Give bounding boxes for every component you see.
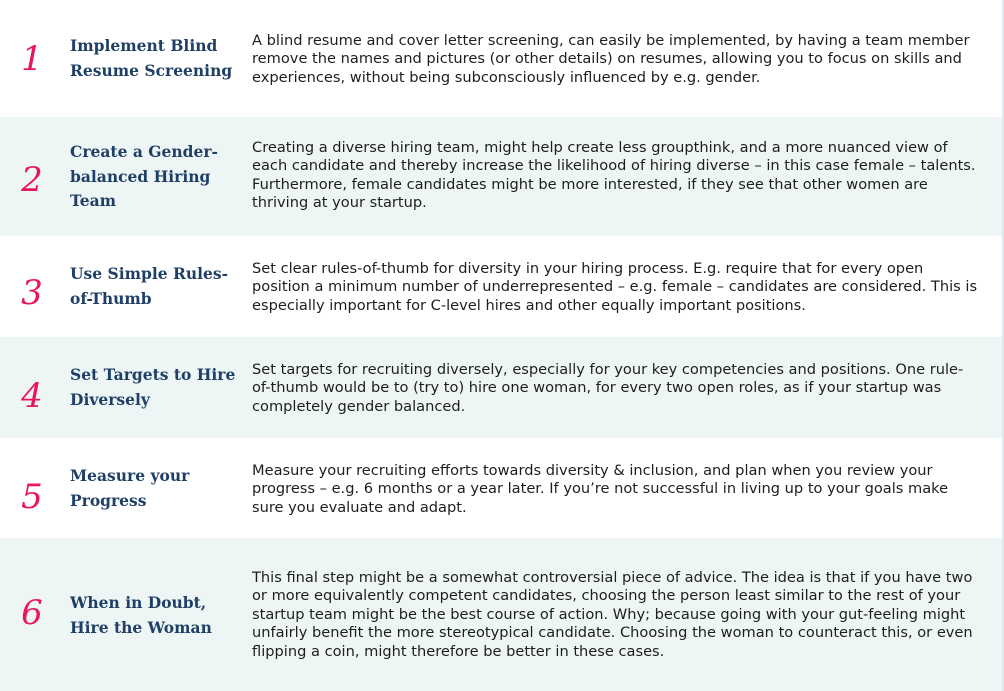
step-title: Use Simple Rules-of-Thumb <box>70 264 229 308</box>
step-row-6 <box>0 538 1002 691</box>
step-title: When in Doubt, Hire the Woman <box>70 593 212 637</box>
step-title: Implement Blind Resume Screening <box>70 36 233 80</box>
step-title: Set Targets to Hire Diversely <box>70 365 236 409</box>
step-title: Create a Gender-balanced Hiring Team <box>70 142 218 210</box>
step-number: 5 <box>21 477 43 517</box>
step-title: Measure your Progress <box>70 466 190 510</box>
step-number: 4 <box>21 376 43 416</box>
step-description: Measure your recruiting efforts towards diversity & inclusion, and plan when you review your progress – e.g. 6 months or a year later. If you’re not successful in living up to your goals make sure you evaluate and adapt. <box>252 462 949 516</box>
step-description: Set clear rules-of-thumb for diversity in your hiring process. E.g. require that for every open position a minimum number of underrepresented – e.g. female – candidates are considered. This is especially important for C-level hires and other equally important positions. <box>252 260 978 314</box>
step-description: Creating a diverse hiring team, might help create less groupthink, and a more nuanced view of each candidate and thereby increase the likelihood of hiring diverse – in this case female – talents. Furthermore, female candidates might be more interested, if they see that other women are thriving at your startup. <box>252 139 976 212</box>
step-description: This final step might be a somewhat controversial piece of advice. The idea is that if you have two or more equivalently competent candidates, choosing the person least similar to the rest of your startup team might be the best course of action. Why; because going with your gut-feeling might unfairly benefit the more stereotypical candidate. Choosing the woman to counteract this, or even flipping a coin, might therefore be better in these cases. <box>252 569 973 660</box>
step-number: 3 <box>21 273 43 313</box>
step-row-2 <box>0 117 1002 236</box>
step-number: 6 <box>21 593 43 633</box>
step-description: A blind resume and cover letter screening, can easily be implemented, by having a team member remove the names and pictures (or other details) on resumes, allowing you to focus on skills and experiences, without being subconsciously influenced by e.g. gender. <box>252 32 970 86</box>
step-row-5 <box>0 438 1002 538</box>
step-row-1 <box>0 0 1002 117</box>
step-row-4 <box>0 337 1002 438</box>
step-number: 2 <box>21 160 43 200</box>
step-row-3 <box>0 236 1002 337</box>
step-description: Set targets for recruiting diversely, especially for your key competencies and positions. One rule-of-thumb would be to (try to) hire one woman, for every two open roles, as if your startup was completely gender balanced. <box>252 361 964 415</box>
step-number: 1 <box>21 39 43 79</box>
